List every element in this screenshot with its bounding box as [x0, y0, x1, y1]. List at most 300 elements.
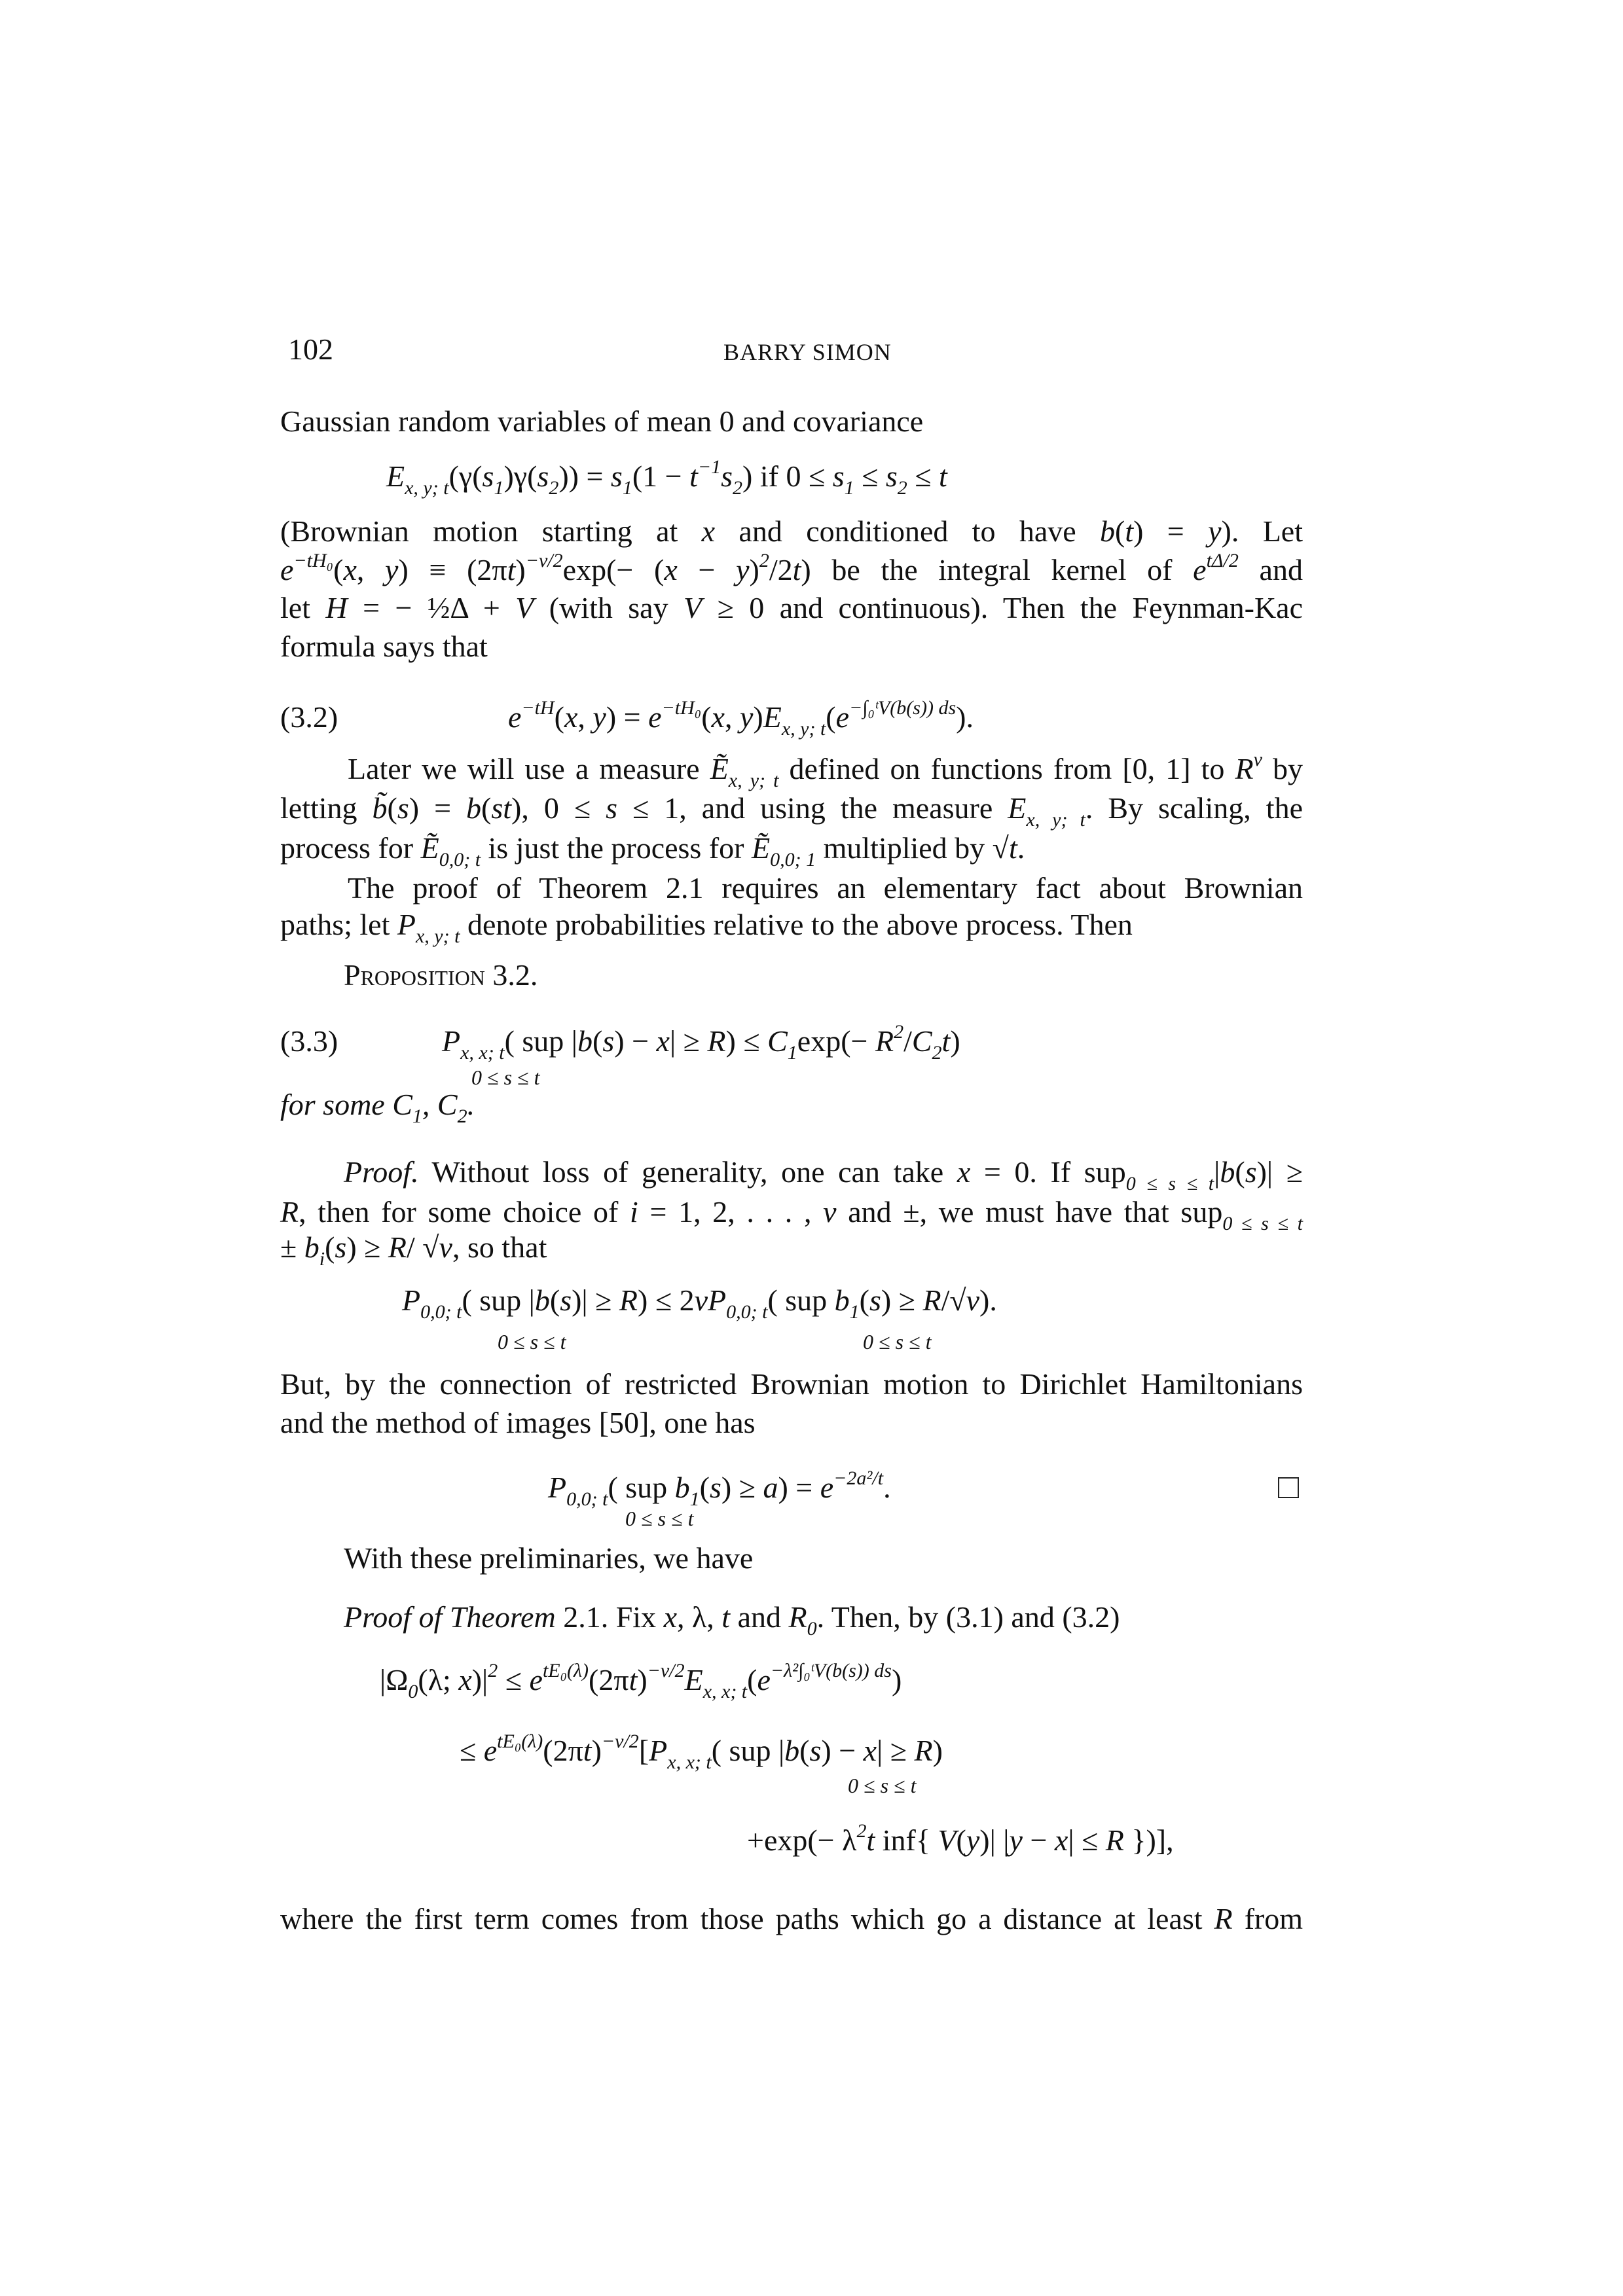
- math-symbol: t: [507, 553, 516, 586]
- math-symbol: a: [763, 1471, 778, 1504]
- text-run: With these preliminaries, we have: [344, 1541, 754, 1575]
- text-run: 0 ≤ s ≤ t: [848, 1774, 917, 1797]
- text-run: ≤: [907, 459, 939, 493]
- sup-limit: [848, 1767, 916, 1804]
- superscript: 2: [894, 1021, 904, 1043]
- text-run: ) =: [778, 1471, 820, 1504]
- math-symbol: t: [939, 459, 947, 493]
- math-symbol: R: [1105, 1823, 1124, 1857]
- math-symbol: R: [707, 1024, 726, 1058]
- math-symbol: b: [1100, 514, 1116, 548]
- text-line: [280, 403, 923, 440]
- text-line: [280, 513, 1303, 550]
- math-symbol: y: [1208, 514, 1222, 548]
- text-run: (: [549, 1283, 560, 1317]
- text-run: ( sup |: [462, 1283, 535, 1317]
- text-run: (: [325, 1230, 335, 1264]
- text-run: . By scaling, the: [1085, 791, 1303, 825]
- text-run: process for: [280, 831, 421, 865]
- subscript: x, y; t: [415, 925, 460, 947]
- text-run: . Then, by (3.1) and (3.2): [816, 1600, 1120, 1634]
- subscript: 0,0; t: [566, 1488, 608, 1510]
- subscript: 0: [807, 1618, 817, 1640]
- text-run: (: [481, 791, 492, 825]
- math-symbol: P: [442, 1024, 461, 1058]
- math-symbol: V: [938, 1823, 957, 1857]
- subscript: 2: [932, 1042, 942, 1064]
- text-line: [348, 870, 1303, 906]
- subscript: 0 ≤ s ≤ t: [1125, 1173, 1214, 1194]
- text-run: ), 0 ≤: [511, 791, 606, 825]
- text-run: let: [280, 591, 326, 624]
- text-run: ( sup: [608, 1471, 675, 1504]
- math-symbol: e: [757, 1663, 771, 1696]
- math-symbol: t: [583, 1734, 592, 1767]
- text-run: (λ;: [418, 1663, 459, 1696]
- text-run: (: [859, 1283, 869, 1317]
- math-symbol: s: [397, 791, 409, 825]
- text-run: from: [1232, 1902, 1303, 1935]
- text-run: −: [1022, 1823, 1055, 1857]
- subscript: x, x; t: [702, 1681, 748, 1702]
- math-symbol: s: [560, 1283, 572, 1317]
- text-run: +exp(− λ: [747, 1823, 857, 1857]
- text-run: })],: [1123, 1823, 1174, 1857]
- superscript: −ν/2: [647, 1660, 685, 1681]
- subscript: 2: [549, 477, 559, 499]
- text-run: (: [333, 553, 344, 586]
- math-symbol: s: [809, 1734, 822, 1767]
- text-run: ( sup |: [711, 1734, 785, 1767]
- text-run: .: [883, 1471, 891, 1504]
- text-run: ( sup |: [504, 1024, 578, 1058]
- sup-limit: [863, 1323, 931, 1360]
- text-run: and the method of images [50], one has: [280, 1406, 756, 1439]
- text-run: ) =: [1133, 514, 1209, 548]
- math-symbol: e: [820, 1471, 834, 1504]
- text-line: [344, 1154, 1303, 1194]
- superscript: −1: [697, 456, 721, 478]
- text-run: and: [1238, 553, 1303, 586]
- math-symbol: s: [537, 459, 549, 493]
- text-run: 2.1. Fix: [555, 1600, 664, 1634]
- math-symbol: st: [491, 791, 512, 825]
- text-run: multiplied by √: [816, 831, 1009, 865]
- math-symbol: R: [619, 1283, 638, 1317]
- superscript: −ν/2: [601, 1731, 639, 1752]
- subscript: x, x; t: [460, 1042, 505, 1064]
- text-run: ) ≡ (2π: [398, 553, 507, 586]
- math-symbol: y: [736, 553, 750, 586]
- text-run: The proof of Theorem 2.1 requires an elementary fact about Brownian: [348, 871, 1303, 905]
- math-symbol: b: [304, 1230, 319, 1264]
- text-run: ). Let: [1221, 514, 1303, 548]
- math-symbol: H: [325, 591, 348, 624]
- text-run: (: [554, 700, 564, 734]
- math-symbol: b: [1220, 1155, 1235, 1189]
- math-symbol: E: [684, 1663, 703, 1696]
- math-symbol: Ẽ: [420, 831, 439, 865]
- equation-label: [280, 1023, 338, 1060]
- subscript: 1: [412, 1105, 422, 1127]
- math-symbol: s: [832, 459, 845, 493]
- math-symbol: Proof.: [344, 1155, 419, 1189]
- text-line: [280, 1366, 1303, 1403]
- subscript: i: [319, 1248, 325, 1270]
- text-line: [280, 1194, 1303, 1234]
- math-symbol: x: [343, 553, 357, 586]
- text-line: [280, 1405, 756, 1441]
- subscript: 1: [494, 477, 504, 499]
- text-run: /2: [769, 553, 793, 586]
- math-symbol: b: [534, 1283, 550, 1317]
- math-symbol: C: [437, 1088, 458, 1121]
- text-run: |Ω: [380, 1663, 409, 1696]
- text-run: .: [467, 1088, 475, 1121]
- math-symbol: b: [784, 1734, 800, 1767]
- math-symbol: x: [663, 1600, 677, 1634]
- subscript: 0,0; t: [726, 1301, 768, 1323]
- text-run: ) −: [614, 1024, 657, 1058]
- text-run: ): [637, 1663, 647, 1696]
- text-run: ,: [577, 700, 593, 734]
- math-symbol: Proof of Theorem: [344, 1600, 556, 1634]
- equation-bound-exp: [747, 1822, 1174, 1859]
- math-symbol: x: [458, 1663, 472, 1696]
- text-run: ) be the integral kernel of: [801, 553, 1194, 586]
- text-run: and conditioned to have: [715, 514, 1101, 548]
- math-symbol: y: [966, 1823, 980, 1857]
- text-run: | ≥: [877, 1734, 915, 1767]
- math-symbol: s: [710, 1471, 721, 1504]
- math-symbol: e: [280, 553, 294, 586]
- equation-proposition: [442, 1021, 960, 1064]
- math-symbol: P: [397, 908, 416, 941]
- text-line: [280, 590, 1303, 626]
- subscript: x, y; t: [1026, 809, 1085, 831]
- text-run: ≤ 1, and using the measure: [617, 791, 1008, 825]
- math-symbol: y: [593, 700, 606, 734]
- text-run: )γ(: [503, 459, 538, 493]
- subscript: 0: [408, 1681, 418, 1702]
- math-symbol: E: [1008, 791, 1027, 825]
- math-symbol: x: [957, 1155, 971, 1189]
- math-symbol: C: [767, 1024, 788, 1058]
- math-symbol: x: [711, 700, 725, 734]
- math-symbol: t: [941, 1024, 951, 1058]
- text-run: ±: [280, 1230, 304, 1264]
- text-run: )| ≥: [572, 1283, 619, 1317]
- equation-bound-step: [460, 1731, 943, 1773]
- subscript: 0 ≤ s ≤ t: [1222, 1213, 1303, 1234]
- text-run: | ≥: [669, 1024, 708, 1058]
- text-run: (Brownian motion starting at: [280, 514, 702, 548]
- math-symbol: t: [792, 553, 801, 586]
- math-symbol: V: [684, 591, 702, 624]
- math-symbol: R: [788, 1600, 807, 1634]
- text-run: )|: [471, 1663, 488, 1696]
- superscript: 2: [759, 550, 769, 571]
- text-run: (: [1115, 514, 1125, 548]
- math-symbol: i: [629, 1195, 638, 1229]
- math-symbol: t: [721, 1600, 731, 1634]
- math-symbol: y: [1009, 1823, 1023, 1857]
- text-run: by: [1262, 752, 1303, 785]
- subscript: x, y; t: [405, 477, 449, 499]
- math-symbol: E: [386, 459, 405, 493]
- text-run: ) =: [409, 791, 467, 825]
- math-symbol: t: [629, 1663, 638, 1696]
- math-symbol: s: [721, 459, 733, 493]
- math-symbol: s: [606, 791, 617, 825]
- math-symbol: s: [602, 1024, 615, 1058]
- subscript: x, y; t: [781, 718, 826, 740]
- superscript: −tH: [521, 697, 555, 719]
- text-run: ≤: [854, 459, 886, 493]
- superscript: −∫₀ᵗV(b(s)) ds: [849, 697, 957, 719]
- math-symbol: s: [335, 1230, 347, 1264]
- text-run: | ≤: [1068, 1823, 1106, 1857]
- superscript: 2: [856, 1820, 867, 1842]
- math-symbol: ν: [439, 1230, 452, 1264]
- text-run: ( sup: [767, 1283, 835, 1317]
- subscript: 1: [844, 477, 854, 499]
- text-run: ,: [356, 553, 386, 586]
- text-run: (3.3): [280, 1024, 338, 1058]
- subscript: 0,0; t: [420, 1301, 462, 1323]
- math-symbol: Ẽ: [710, 752, 729, 785]
- text-run: ≤: [460, 1734, 484, 1767]
- equation-omega-bound: [380, 1660, 902, 1702]
- math-symbol: e: [648, 700, 662, 734]
- text-run: = 1, 2, . . . ,: [638, 1195, 824, 1229]
- subscript: x, x; t: [667, 1751, 712, 1773]
- text-run: is just the process for: [481, 831, 752, 865]
- text-run: −: [677, 553, 737, 586]
- text-run: 0 ≤ s ≤ t: [863, 1330, 932, 1354]
- text-run: formula says that: [280, 630, 488, 663]
- math-symbol: s: [1245, 1155, 1257, 1189]
- math-symbol: b: [674, 1471, 690, 1504]
- math-symbol: ν: [966, 1283, 980, 1317]
- text-run: )| ≥: [1256, 1155, 1303, 1189]
- text-run: and ±, we must have that sup: [836, 1195, 1223, 1229]
- text-run: ) ≥: [346, 1230, 388, 1264]
- running-title: BARRY SIMON: [723, 339, 892, 365]
- math-symbol: y: [385, 553, 399, 586]
- math-symbol: x: [701, 514, 716, 548]
- equation-covariance: [386, 456, 947, 499]
- superscript: −ν/2: [525, 550, 563, 571]
- text-run: 0 ≤ s ≤ t: [471, 1066, 540, 1089]
- text-run: (: [387, 791, 397, 825]
- math-symbol: b: [466, 791, 482, 825]
- text-line: [280, 1901, 1303, 1937]
- math-symbol: R: [875, 1024, 894, 1058]
- text-run: inf{: [875, 1823, 938, 1857]
- text-run: (1 −: [632, 459, 690, 493]
- math-symbol: Ẽ: [751, 831, 771, 865]
- text-line: [280, 830, 1025, 870]
- math-symbol: C: [911, 1024, 932, 1058]
- text-line: [344, 1540, 753, 1577]
- text-run: But, by the connection of restricted Brownian motion to Dirichlet Hamiltonians: [280, 1367, 1303, 1401]
- math-symbol: x: [664, 553, 678, 586]
- text-run: ): [891, 1663, 902, 1696]
- text-line: [280, 790, 1303, 831]
- text-line: [280, 1229, 547, 1270]
- text-run: ): [932, 1734, 943, 1767]
- text-run: , λ,: [676, 1600, 722, 1634]
- math-symbol: b: [834, 1283, 850, 1317]
- superscript: tE₀(λ): [542, 1660, 589, 1681]
- math-symbol: t: [1125, 514, 1134, 548]
- text-run: (2π: [543, 1734, 583, 1767]
- subscript: 1: [622, 477, 632, 499]
- text-line: [280, 906, 1133, 947]
- math-symbol: for some: [280, 1088, 385, 1121]
- math-symbol: s: [482, 459, 494, 493]
- math-symbol: E: [763, 700, 782, 734]
- text-run: = − ½Δ +: [347, 591, 516, 624]
- text-run: )) =: [558, 459, 611, 493]
- text-run: paths; let: [280, 908, 397, 941]
- math-symbol: e: [1193, 553, 1207, 586]
- subscript: 1: [787, 1042, 797, 1064]
- math-symbol: s: [885, 459, 898, 493]
- text-run: , then for some choice of: [299, 1195, 630, 1229]
- text-run: ) =: [606, 700, 649, 734]
- text-run: exp(−: [797, 1024, 875, 1058]
- math-symbol: b̃: [372, 791, 388, 825]
- math-symbol: C: [392, 1088, 412, 1121]
- superscript: tΔ/2: [1206, 550, 1239, 571]
- text-run: ): [749, 553, 759, 586]
- text-line: [280, 552, 1303, 588]
- math-symbol: P: [649, 1734, 668, 1767]
- text-run: /√: [941, 1283, 966, 1317]
- math-symbol: P: [548, 1471, 567, 1504]
- text-run: Proposition 3.2.: [344, 958, 538, 992]
- math-symbol: R: [1235, 752, 1254, 785]
- math-symbol: s: [610, 459, 623, 493]
- superscript: ν: [1253, 749, 1262, 770]
- text-run: (: [799, 1734, 810, 1767]
- math-symbol: e: [508, 700, 522, 734]
- text-run: (: [701, 700, 712, 734]
- equation-label: [280, 699, 338, 736]
- math-symbol: R: [922, 1283, 941, 1317]
- math-symbol: R: [1214, 1902, 1233, 1935]
- text-run: ).: [956, 700, 974, 734]
- math-symbol: R: [388, 1230, 407, 1264]
- text-line: [348, 749, 1303, 791]
- equation-feynman-kac: [508, 697, 974, 740]
- text-run: ).: [979, 1283, 997, 1317]
- text-run: (: [747, 1663, 757, 1696]
- superscript: −tH₀: [293, 550, 334, 571]
- superscript: 2: [488, 1660, 498, 1681]
- sup-limit: [625, 1500, 693, 1537]
- equation-images: [548, 1467, 891, 1510]
- text-run: ) ≥: [721, 1471, 763, 1504]
- text-run: and: [730, 1600, 789, 1634]
- superscript: −λ²∫₀ᵗV(b(s)) ds: [770, 1660, 892, 1681]
- text-run: (: [826, 700, 836, 734]
- math-symbol: x: [863, 1734, 877, 1767]
- text-run: ): [591, 1734, 602, 1767]
- math-symbol: e: [835, 700, 850, 734]
- subscript: x, y; t: [728, 770, 779, 791]
- subscript: 1: [849, 1301, 860, 1323]
- text-run: / √: [407, 1230, 439, 1264]
- text-run: exp(− (: [562, 553, 665, 586]
- text-run: (2π: [589, 1663, 629, 1696]
- subscript: 1: [689, 1488, 700, 1510]
- text-run: (3.2): [280, 700, 338, 734]
- sup-limit: [498, 1323, 566, 1360]
- equation-inequality: [402, 1282, 997, 1323]
- text-run: )| |: [979, 1823, 1010, 1857]
- math-symbol: ν: [823, 1195, 837, 1229]
- math-symbol: e: [529, 1663, 543, 1696]
- math-symbol: R: [914, 1734, 933, 1767]
- sup-limit: [471, 1059, 539, 1096]
- text-run: = 0. If sup: [970, 1155, 1126, 1189]
- text-line: [344, 1599, 1120, 1640]
- text-line: [280, 628, 488, 665]
- text-run: 0 ≤ s ≤ t: [625, 1507, 694, 1530]
- text-run: ,: [422, 1088, 437, 1121]
- text-run: 0 ≤ s ≤ t: [498, 1330, 566, 1354]
- math-symbol: e: [483, 1734, 498, 1767]
- text-run: (with say: [534, 591, 684, 624]
- text-run: ) ≤: [725, 1024, 768, 1058]
- math-symbol: t: [1008, 831, 1017, 865]
- text-run: Without loss of generality, one can take: [418, 1155, 957, 1189]
- subscript: 0,0; t: [439, 849, 481, 870]
- math-symbol: t: [866, 1823, 875, 1857]
- text-run: |: [1214, 1155, 1220, 1189]
- text-run: ) ≥: [881, 1283, 923, 1317]
- text-run: ): [515, 553, 526, 586]
- subscript: 2: [897, 477, 907, 499]
- text-run: ) −: [821, 1734, 864, 1767]
- text-run: Gaussian random variables of mean 0 and covariance: [280, 404, 924, 438]
- text-line: [280, 1086, 475, 1127]
- math-symbol: P: [402, 1283, 421, 1317]
- text-run: ≥ 0 and continuous). Then the Feynman-Kac: [702, 591, 1304, 624]
- superscript: −2a²/t: [833, 1467, 884, 1489]
- math-symbol: x: [1054, 1823, 1068, 1857]
- math-symbol: V: [515, 591, 534, 624]
- math-symbol: y: [739, 700, 754, 734]
- math-symbol: b: [577, 1024, 593, 1058]
- subscript: 2: [733, 477, 743, 499]
- proposition-heading: [344, 957, 538, 994]
- text-run: ) if 0 ≤: [742, 459, 833, 493]
- math-symbol: x: [656, 1024, 670, 1058]
- text-run: ): [950, 1024, 960, 1058]
- page-number: 102: [288, 332, 333, 366]
- text-run: ) ≤ 2: [638, 1283, 695, 1317]
- text-run: Later we will use a measure: [348, 752, 710, 785]
- text-run: [: [638, 1734, 649, 1767]
- text-run: /: [903, 1024, 912, 1058]
- superscript: −tH₀: [661, 697, 702, 719]
- text-run: , so that: [452, 1230, 547, 1264]
- text-run: ): [753, 700, 763, 734]
